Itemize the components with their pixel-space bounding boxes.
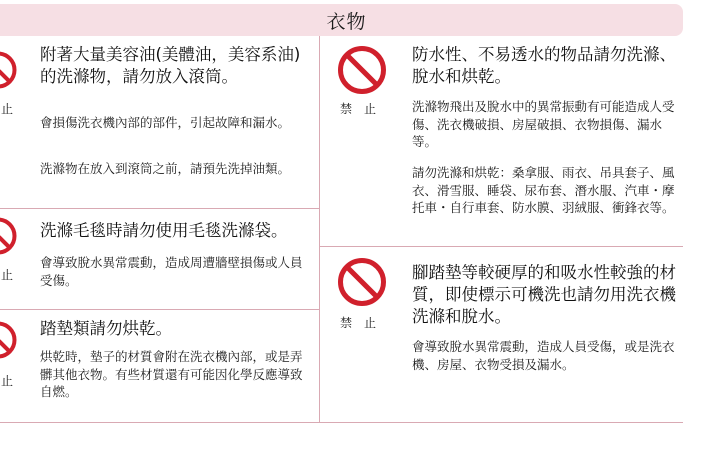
prohibit-label: 禁止: [340, 316, 389, 330]
prohibit-icon: [0, 50, 18, 90]
prohibit-label: 止: [1, 374, 26, 388]
prohibit-icon: [336, 44, 388, 96]
warning-heading: 防水性、不易透水的物品請勿洗滌、脫水和烘乾。: [412, 45, 676, 86]
prohibit-icon: [0, 320, 18, 360]
warning-detail: 會導致脫水異常震動，造成人員受傷，或是洗衣機、房屋、衣物受損及漏水。: [412, 339, 675, 372]
divider: [0, 309, 319, 310]
section-title: 衣物: [326, 10, 367, 33]
warning-heading: 腳踏墊等較硬厚的和吸水性較強的材質，即使標示可機洗也請勿用洗衣機洗滌和脫水。: [412, 263, 676, 326]
divider: [0, 208, 319, 209]
warning-detail: 烘乾時，墊子的材質會附在洗衣機內部，或是弄髒其他衣物。有些材質還有可能因化學反應導致自燃。: [40, 349, 303, 399]
divider: [0, 422, 683, 423]
prohibit-icon: [0, 216, 18, 256]
warning-heading: 洗滌毛毯時請勿使用毛毯洗滌袋。: [40, 221, 288, 240]
prohibit-label: 止: [1, 268, 26, 282]
warning-detail: 請勿洗滌和烘乾：桑拿服、雨衣、吊具套子、風衣、滑雪服、睡袋、尿布套、潛水服、汽車・摩托車・自行車套、防水膜、羽絨服、衝鋒衣等。: [412, 165, 675, 215]
warning-detail: 洗滌物飛出及脫水中的異常振動有可能造成人受傷、洗衣機破損、房屋破損、衣物損傷、漏水等。: [412, 99, 675, 149]
prohibit-icon: [336, 256, 388, 308]
prohibit-label: 禁止: [340, 102, 389, 116]
prohibit-label: 止: [1, 102, 26, 116]
section-header: [0, 4, 683, 36]
warning-detail: 洗滌物在放入到滾筒之前，請預先洗掉油類。: [40, 161, 291, 176]
warning-heading: 踏墊類請勿烘乾。: [40, 319, 172, 338]
warning-heading: 附著大量美容油(美體油，美容系油)的洗滌物，請勿放入滾筒。: [40, 45, 301, 86]
warning-detail: 會導致脫水異常震動，造成周遭牆壁損傷或人員受傷。: [40, 255, 303, 288]
divider: [320, 246, 683, 247]
warning-detail: 會損傷洗衣機內部的部件，引起故障和漏水。: [40, 115, 291, 130]
